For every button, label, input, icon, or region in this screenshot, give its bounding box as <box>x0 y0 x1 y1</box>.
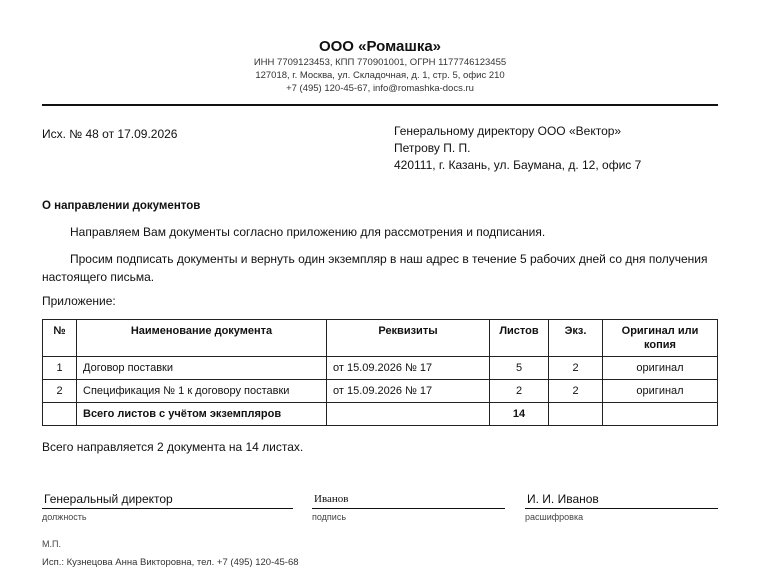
name-caption: расшифровка <box>525 512 584 522</box>
table-row <box>43 357 718 380</box>
cell-num: 2 <box>43 380 77 403</box>
total-sheets: 14 <box>490 403 549 426</box>
sign-caption: подпись <box>312 512 347 522</box>
cell-name: Спецификация № 1 к договору поставки <box>77 380 327 403</box>
body-paragraph: Направляем Вам документы согласно приложению для рассмотрения и подписания. <box>70 225 546 239</box>
addressee-block <box>394 123 641 174</box>
org-requisites: ИНН 7709123453, КПП 770901001, ОГРН 1177746123455 <box>253 57 507 68</box>
outgoing-number: Исх. № 48 от 17.09.2026 <box>42 127 178 141</box>
cell-sheets: 5 <box>490 357 549 380</box>
cell-sheets: 2 <box>490 380 549 403</box>
cell-copies: 2 <box>549 357 603 380</box>
executor-info: Исп.: Кузнецова Анна Викторовна, тел. +7 (495) 120-45-68 <box>42 557 299 568</box>
signature-position <box>42 490 293 524</box>
attachment-table <box>42 319 718 426</box>
position-value: Генеральный директор <box>42 490 293 509</box>
cell-empty <box>327 403 490 426</box>
letter-page <box>42 0 718 580</box>
org-address: 127018, г. Москва, ул. Складочная, д. 1, стр. 5, офис 210 <box>255 70 505 81</box>
name-value: И. И. Иванов <box>525 490 718 509</box>
table-row <box>43 380 718 403</box>
signature-sign <box>312 490 505 524</box>
total-label: Всего листов с учётом экземпляров <box>77 403 327 426</box>
table-header-row <box>43 320 718 357</box>
letterhead <box>42 38 718 95</box>
cell-empty <box>43 403 77 426</box>
letter-subject: О направлении документов <box>42 200 201 212</box>
column-header-copies: Экз. <box>549 320 603 357</box>
addressee-line: 420111, г. Казань, ул. Баумана, д. 12, офис 7 <box>394 158 642 172</box>
column-header-name: Наименование документа <box>77 320 327 357</box>
cell-empty <box>603 403 718 426</box>
column-header-num: № <box>43 320 77 357</box>
org-name: ООО «Ромашка» <box>318 38 442 55</box>
cell-details: от 15.09.2026 № 17 <box>327 357 490 380</box>
sign-value: Иванов <box>312 490 505 509</box>
cell-type: оригинал <box>603 357 718 380</box>
cell-details: от 15.09.2026 № 17 <box>327 380 490 403</box>
signature-name <box>525 490 718 524</box>
cell-num: 1 <box>43 357 77 380</box>
cell-empty <box>549 403 603 426</box>
attachment-label: Приложение: <box>42 294 116 308</box>
stamp-place: М.П. <box>42 539 61 549</box>
column-header-type: Оригинал или копия <box>603 320 718 357</box>
position-caption: должность <box>42 512 87 522</box>
cell-copies: 2 <box>549 380 603 403</box>
column-header-details: Реквизиты <box>327 320 490 357</box>
column-header-sheets: Листов <box>490 320 549 357</box>
addressee-line: Генеральному директору ООО «Вектор» <box>394 124 622 138</box>
letterhead-divider <box>42 104 718 106</box>
table-total-row <box>43 403 718 426</box>
addressee-line: Петрову П. П. <box>394 141 471 155</box>
org-contacts: +7 (495) 120-45-67, info@romashka-docs.ru <box>286 83 474 94</box>
cell-name: Договор поставки <box>77 357 327 380</box>
cell-type: оригинал <box>603 380 718 403</box>
summary-text: Всего направляется 2 документа на 14 листах. <box>42 440 304 454</box>
body-paragraph: Просим подписать документы и вернуть один экземпляр в наш адрес в течение 5 рабочих дней со дня получения настоящего письма. <box>42 252 708 284</box>
